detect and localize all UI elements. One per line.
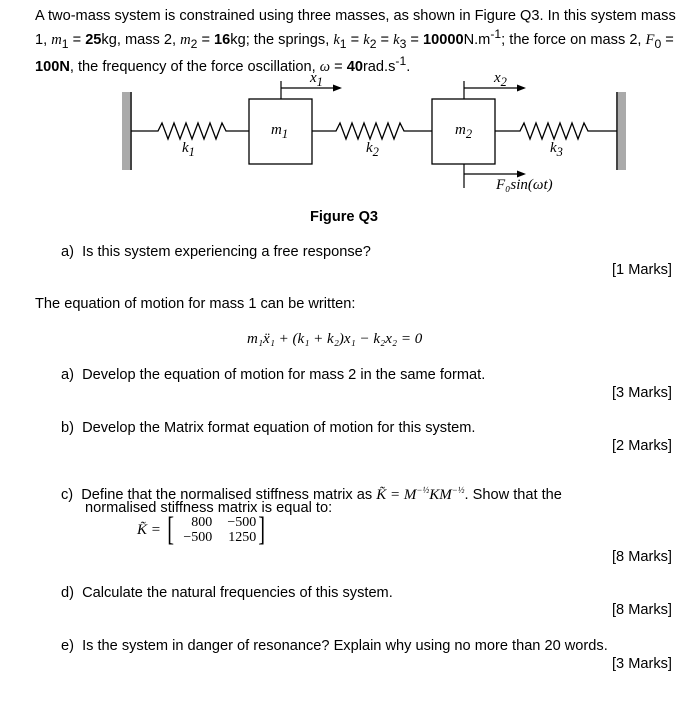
label-m1: $m_1$ bbox=[271, 122, 289, 141]
label-k1: $k_1$ bbox=[182, 140, 195, 159]
label-force: F₀sin(ωt) bbox=[496, 177, 553, 193]
question-a1: a) Is this system experiencing a free response? bbox=[61, 244, 371, 260]
label-k2: $k_2$ bbox=[366, 140, 379, 159]
mass-spring-figure bbox=[0, 66, 688, 206]
right-wall bbox=[617, 92, 626, 170]
question-a1-marks: [1 Marks] bbox=[611, 262, 672, 278]
label-x2: $x_2$ bbox=[494, 70, 507, 89]
question-a2-marks: [3 Marks] bbox=[611, 385, 672, 401]
label-x1: $x_1$ bbox=[310, 70, 323, 89]
question-a2: a) Develop the equation of motion for mass 2 in the same format. bbox=[61, 367, 486, 383]
spring-k2 bbox=[312, 123, 432, 139]
matrix-cell: 800 bbox=[191, 515, 213, 530]
normalised-stiffness-matrix: K̃ = [ 800 −500 −500 1250 ] bbox=[137, 511, 266, 548]
question-d: d) Calculate the natural frequencies of this system. bbox=[61, 585, 393, 601]
matrix-cell: −500 bbox=[183, 530, 213, 545]
question-b-marks: [2 Marks] bbox=[611, 438, 672, 454]
question-d-marks: [8 Marks] bbox=[611, 602, 672, 618]
problem-intro: A two-mass system is constrained using three masses, as shown in Figure Q3. In this system mass 1, $m_1 = 25kg$, mass 2, $m_2 = 16kg$; the springs, $k_1 = k_2 = k_3 = 10000N.m^{-1}$; the force on mass 2, $F_0 = 100N$, the frequency of the force oscillation, $\omega = 40rad.s^{-1}$. bbox=[35, 8, 676, 75]
left-wall bbox=[122, 92, 131, 170]
matrix-cell: −500 bbox=[227, 515, 257, 530]
spring-k1 bbox=[131, 123, 249, 139]
eom-intro: The equation of motion for mass 1 can be written: bbox=[35, 296, 356, 312]
spring-k3 bbox=[495, 123, 617, 139]
label-k3: $k_3$ bbox=[550, 140, 563, 159]
matrix-cell: 1250 bbox=[228, 530, 257, 545]
figure-caption: Figure Q3 bbox=[309, 209, 379, 225]
question-c: c) Define that the normalised stiffness matrix as K̃ = $M^{-\frac{1}{2}}KM^{-\frac{1}{2}}$. Show that the bbox=[61, 485, 562, 503]
question-e: e) Is the system in danger of resonance? Explain why using no more than 20 words. bbox=[61, 638, 608, 654]
question-c-marks: [8 Marks] bbox=[611, 549, 672, 565]
matrix-label: K̃ = bbox=[137, 521, 161, 538]
question-b: b) Develop the Matrix format equation of motion for this system. bbox=[61, 420, 476, 436]
eom-mass1: m₁ẍ₁ + (k₁ + k₂)x₁ − k₂x₂ = 0 bbox=[247, 331, 423, 347]
question-c-line2: normalised stiffness matrix is equal to: bbox=[85, 500, 333, 516]
label-m2: $m_2$ bbox=[455, 122, 473, 141]
question-e-marks: [3 Marks] bbox=[611, 656, 672, 672]
